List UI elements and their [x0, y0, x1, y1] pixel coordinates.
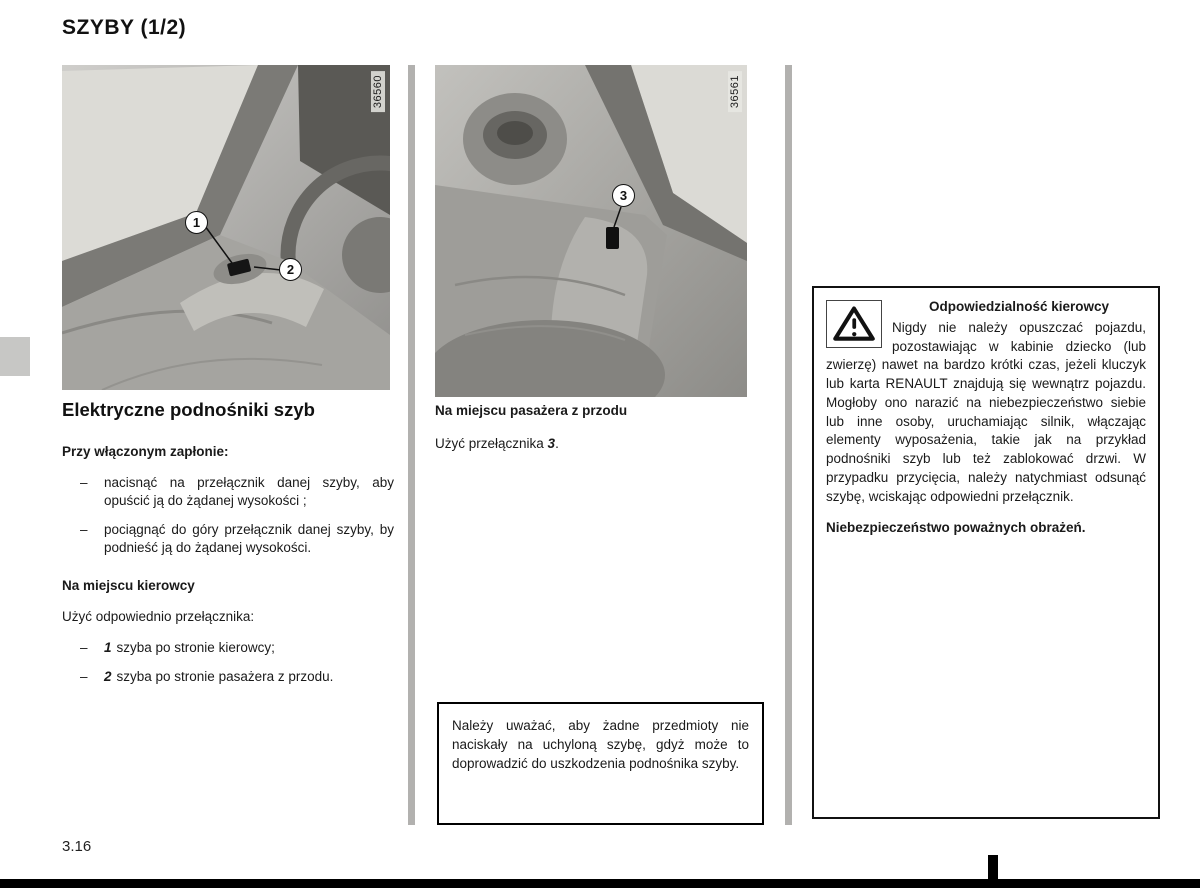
passenger-caption: Na miejscu pasażera z przodu: [435, 403, 628, 418]
figure-passenger-door: [435, 65, 747, 397]
bullet-text: nacisnąć na przełącznik danej szyby, aby opuścić ją do żądanej wysokości ;: [104, 474, 394, 508]
callout-2: 2: [279, 258, 302, 281]
item-text: szyba po stronie pasażera z przodu.: [116, 669, 334, 685]
bullet-dash: –: [80, 640, 88, 656]
bullet-dash: –: [80, 522, 88, 538]
item-text: szyba po stronie kierowcy;: [116, 640, 275, 656]
driver-responsibility-box: [812, 286, 1160, 819]
column-divider-left: [408, 65, 415, 825]
bottom-bar: [0, 879, 1200, 888]
section-heading: Elektryczne podnośniki szyb: [62, 399, 315, 420]
section-edge-tab: [0, 337, 30, 376]
callout-leader-lines: [62, 65, 390, 390]
instruction-prefix: Użyć przełącznika: [435, 436, 548, 452]
warning-triangle-icon: [826, 300, 882, 348]
list-item: [62, 668, 394, 686]
caution-note-text: Należy uważać, aby żadne przedmioty nie naciskały na uchyloną szybę, gdyż może to doprowadzić do uszkodzenia podnośnika szyby.: [452, 718, 749, 772]
switch-number: 2: [104, 669, 112, 685]
passenger-instruction: [435, 435, 765, 453]
ignition-subheading: Przy włączonym zapłonie:: [62, 443, 229, 459]
figure-ref-number: 36560: [371, 71, 385, 112]
bullet-text: [104, 639, 394, 657]
bullet-text: pociągnąć do góry przełącznik danej szyby, by podnieść ją do żądanej wysokości.: [104, 522, 394, 556]
warning-body-text: Nigdy nie należy opuszczać pojazdu, pozostawiając w kabinie dziecko (lub zwierzę) nawet na bardzo krótki czas, jeżeli kluczyk lub karta RENAULT znajdują się wewnątrz pojazdu. Mogłoby ono narazić na niebezpieczeństwo siebie lub inne osoby, uruchamiając silnik, włączając elementy wyposażenia, takie jak na przykład podnośniki szyb lub też zablokować drzwi. W przypadku przycięcia, należy natychmiast odsunąć szybę, wciskając odpowiedni przełącznik.: [826, 319, 1146, 504]
callout-3: 3: [612, 184, 635, 207]
warning-heading: Odpowiedzialność kierowcy: [928, 299, 1110, 314]
bullet-dash: –: [80, 474, 88, 490]
callout-1: 1: [185, 211, 208, 234]
bullet-text: [104, 668, 394, 686]
instruction-suffix: .: [555, 436, 559, 452]
page-title: SZYBY (1/2): [62, 16, 187, 39]
driver-subheading: Na miejscu kierowcy: [62, 578, 195, 594]
page-number: 3.16: [62, 838, 92, 855]
switch-number: 3: [547, 436, 556, 452]
list-item: [62, 474, 394, 510]
driver-intro: Użyć odpowiednio przełącznika:: [62, 609, 255, 625]
driver-position-block: [62, 577, 394, 686]
figure-driver-door: [62, 65, 390, 390]
column-divider-right: [785, 65, 792, 825]
page-edge-marker: [988, 855, 998, 879]
callout-leader-lines: [435, 65, 747, 397]
warning-danger-text: Niebezpieczeństwo poważnych obrażeń.: [826, 520, 1086, 536]
list-item: [62, 521, 394, 557]
switch-number: 1: [104, 640, 112, 656]
figure-ref-number: 36561: [728, 71, 742, 112]
left-text-column: [62, 398, 394, 697]
list-item: [62, 639, 394, 657]
caution-note-box: [437, 702, 764, 825]
warning-triangle-glyph: [832, 304, 876, 344]
middle-text-column: [435, 402, 765, 453]
bullet-dash: –: [80, 669, 88, 685]
